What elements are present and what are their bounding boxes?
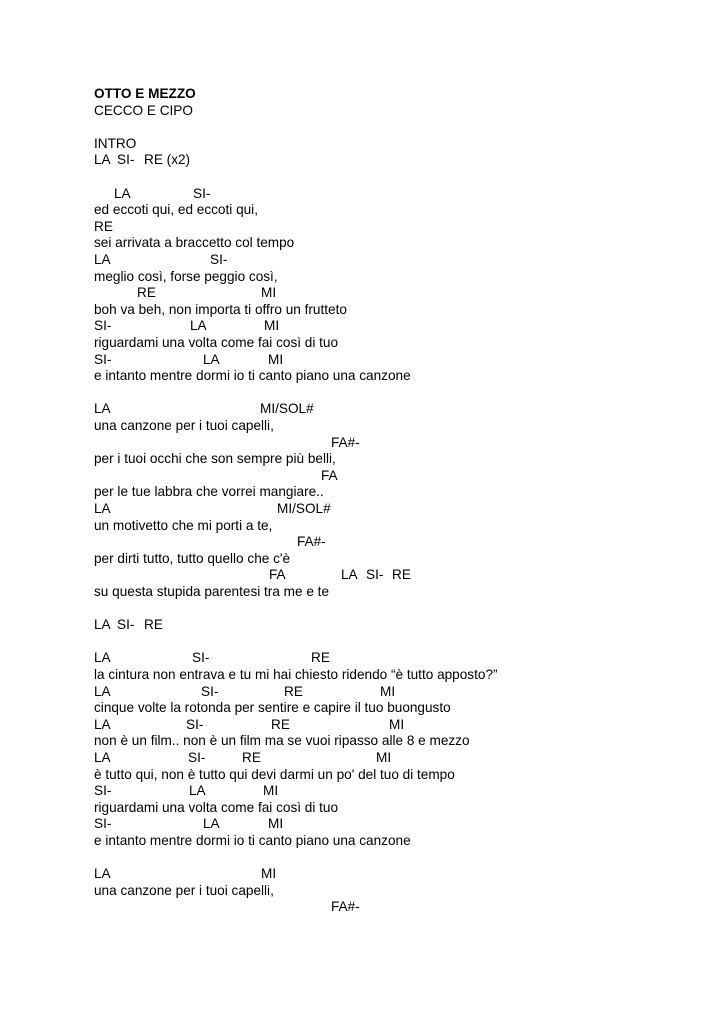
chord-label: SI- [193,185,211,201]
lyric-text: cinque volte la rotonda per sentire e capire il tuo buongusto [94,700,451,716]
lyric-text: non è un film.. non è un film ma se vuoi ripasso alle 8 e mezzo [94,733,470,749]
lyric-text: ed eccoti qui, ed eccoti qui, [94,202,258,218]
chord-label: LA [94,683,111,699]
lyric-text: la cintura non entrava e tu mi hai chiesto ridendo “è tutto apposto?” [94,667,498,682]
chord-label: MI [268,816,284,832]
chord-label: RE [144,617,163,633]
lyric-text: una canzone per i tuoi capelli, [94,882,274,898]
lyric-text: su questa stupida parentesi tra me e te [94,584,330,599]
chord-label: SI- [186,716,204,732]
chord-label: FA#- [331,434,360,450]
chord-label: SI- [210,252,228,267]
lyric-text: sei arrivata a braccetto col tempo [94,235,295,251]
lyric-text: riguardami una volta come fai così di tuo [94,335,339,350]
chord-label: SI- [201,683,219,699]
chord-label: SI- [94,783,112,799]
lyric-text: per le tue labbra che vorrei mangiare.. [94,484,324,500]
chord-label: RE [94,218,113,234]
chord-label: SI- [117,152,135,168]
chord-label: SI- [192,650,210,666]
chord-label: MI [263,783,279,799]
chord-label: LA [94,252,111,267]
lyric-text: per dirti tutto, tutto quello che c'è [94,550,291,566]
chord-label: RE [392,567,411,583]
lyric-text: riguardami una volta come fai così di tuo [94,799,339,815]
chord-label: MI [376,750,392,765]
lyric-text: per i tuoi occhi che son sempre più belli, [94,451,336,467]
chord-label: LA [203,351,220,367]
chord-label: SI- [366,567,384,583]
chord-label: RE [284,683,303,699]
chord-label: FA [321,467,338,483]
lyric-text: e intanto mentre dormi io ti canto piano una canzone [94,833,411,848]
chord-label: MI [264,318,280,334]
chord-label: LA [341,567,358,583]
chord-label: RE [271,716,290,732]
lyric-text: meglio così, forse peggio così, [94,268,278,284]
chord-label: SI- [94,351,112,367]
chord-label: LA [189,783,206,799]
lyric-text: boh va beh, non importa ti offro un frutteto [94,301,347,317]
chord-label: LA [94,750,111,765]
chord-label: MI [261,866,277,882]
lyric-text: un motivetto che mi porti a te, [94,517,273,533]
chord-label: MI [268,351,284,367]
chord-label: SI- [188,750,206,765]
chord-label: SI- [94,816,112,832]
chord-label: RE [242,750,261,765]
chord-label: RE [311,650,330,666]
chord-label: LA [114,185,131,201]
chord-label: LA [94,617,111,633]
chord-label: SI- [117,617,135,633]
chord-label: LA [94,716,111,732]
chord-label: LA [94,501,111,516]
lyric-text: una canzone per i tuoi capelli, [94,418,274,433]
chord-label: MI/SOL# [260,401,314,417]
chord-label: FA [269,567,286,583]
song-title-text: OTTO E MEZZO [94,86,196,101]
chord-label: LA [94,401,111,417]
lyric-text: e intanto mentre dormi io ti canto piano una canzone [94,368,411,384]
chord-label: SI- [94,318,112,334]
chord-label: LA [94,866,111,882]
artist-name-text: CECCO E CIPO [94,102,193,118]
chord-label: MI [261,285,277,301]
chord-label: LA [190,318,207,334]
section-heading-text: INTRO [94,135,137,151]
chord-label: MI/SOL# [277,501,331,516]
chord-label: MI [380,683,396,699]
chord-label: FA#- [331,899,360,915]
chord-label: FA#- [297,534,326,550]
chord-label: RE [137,285,156,301]
chord-label: LA [94,152,111,168]
chord-label: MI [389,716,405,732]
chord-label: LA [94,650,111,666]
chord-label: LA [203,816,220,832]
chord-label: RE (x2) [144,152,191,168]
lyric-text: è tutto qui, non è tutto qui devi darmi un po' del tuo di tempo [94,766,455,782]
